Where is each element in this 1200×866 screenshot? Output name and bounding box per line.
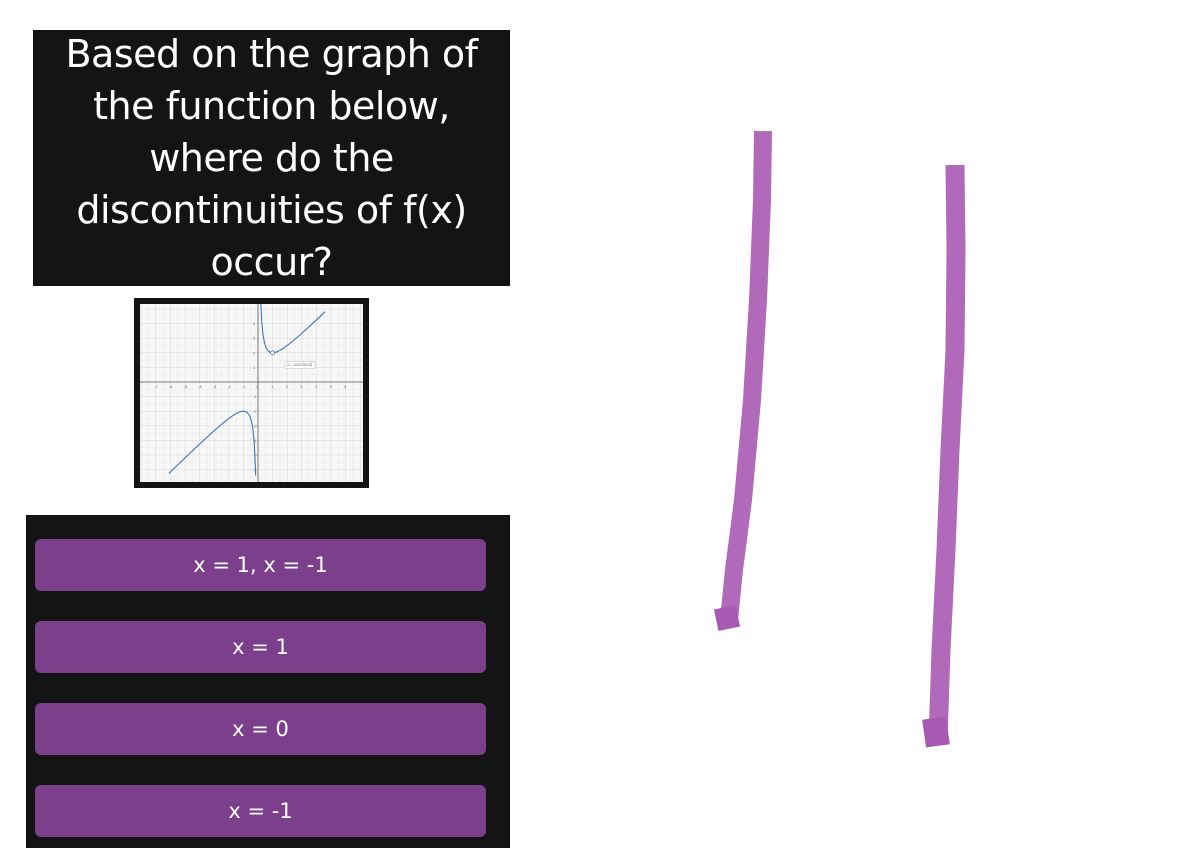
question-line: discontinuities of f(x) [76, 188, 467, 232]
question-text [65, 28, 477, 288]
x-tick-label: -6 [168, 384, 173, 389]
y-tick-label: -3 [253, 423, 257, 429]
x-tick-label: 3 [300, 384, 303, 389]
x-tick-label: 1 [271, 384, 274, 389]
x-tick-label: -2 [227, 384, 231, 389]
y-tick-label: 3 [253, 335, 256, 341]
answer-option-3[interactable]: x = 0 [35, 703, 486, 755]
pen-stroke-right [938, 165, 956, 740]
y-tick-label: 1 [253, 364, 256, 370]
x-tick-label: 5 [329, 384, 332, 389]
x-tick-label: 6 [344, 384, 347, 389]
y-tick-label: -2 [253, 408, 257, 414]
answer-option-4[interactable]: x = -1 [35, 785, 486, 837]
question-box [33, 30, 510, 286]
hole-point [271, 351, 275, 355]
x-tick-label: -7 [154, 384, 158, 389]
y-tick-label: -6 [253, 467, 257, 473]
question-line: Based on the graph of [65, 32, 478, 76]
question-line: occur? [210, 240, 333, 284]
function-graph [140, 304, 363, 482]
x-tick-label: -5 [183, 384, 188, 389]
y-tick-label: -1 [253, 394, 257, 400]
pen-stroke-left [729, 131, 763, 620]
y-tick-label: 2 [253, 350, 256, 356]
graph-grid [140, 304, 363, 482]
graph-image [134, 298, 369, 488]
x-tick-label: -1 [241, 384, 246, 389]
y-tick-label: -4 [253, 437, 257, 443]
curve-left-branch [169, 408, 257, 475]
pen-stroke-end-left [714, 605, 740, 631]
question-line: where do the [149, 136, 394, 180]
answer-option-2[interactable]: x = 1 [35, 621, 486, 673]
x-tick-label: 0 [256, 384, 259, 389]
question-line: the function below, [93, 84, 450, 128]
x-tick-label: 2 [285, 384, 288, 389]
y-tick-label: -5 [253, 452, 257, 458]
y-tick-label: 4 [253, 321, 256, 327]
pen-stroke-end-right [922, 716, 950, 747]
point-label: (1, undefined) [286, 362, 313, 368]
x-tick-label: 4 [314, 384, 318, 389]
x-tick-label: -3 [212, 384, 217, 389]
answer-option-1[interactable]: x = 1, x = -1 [35, 539, 486, 591]
x-tick-label: -4 [198, 384, 202, 389]
answers-panel [26, 515, 510, 848]
